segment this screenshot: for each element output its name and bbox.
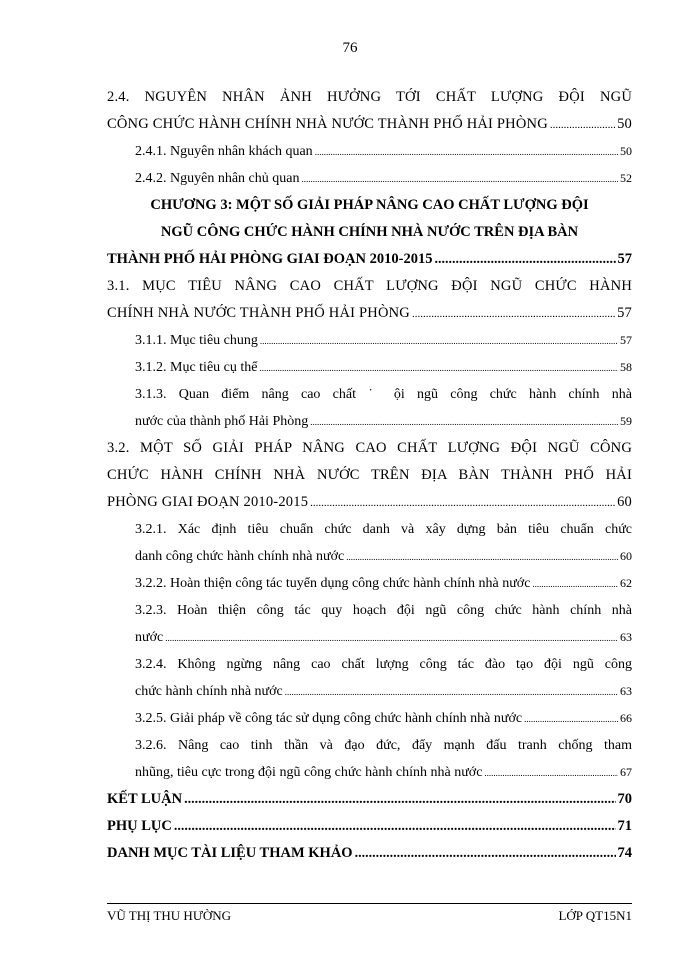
dot-leader xyxy=(532,570,618,598)
toc-page-number: 63 xyxy=(620,630,632,644)
toc-entry-line: PHÒNG GIAI ĐOẠN 2010-2015 xyxy=(107,494,309,510)
toc-entry-2-4[interactable] xyxy=(107,84,632,138)
dot-leader xyxy=(412,300,615,328)
dot-leader xyxy=(346,543,618,571)
toc-entry-label: 2.4.1. Nguyên nhân khách quan xyxy=(135,144,313,159)
toc-entry-line: CHÍNH NHÀ NƯỚC THÀNH PHỐ HẢI PHÒNG xyxy=(107,305,410,321)
dot-leader xyxy=(260,327,618,355)
toc-entry-conclusion[interactable] xyxy=(107,786,632,813)
toc-entry-2-4-2[interactable] xyxy=(107,165,632,192)
toc-entry-line: CHƯƠNG 3: MỘT SỐ GIẢI PHÁP NÂNG CAO CHẤT LƯỢNG ĐỘI xyxy=(150,197,589,213)
toc-entry-3-1-3[interactable] xyxy=(107,381,632,435)
toc-entry-line: 3.1. MỤC TIÊU NÂNG CAO CHẤT LƯỢNG ĐỘI NGŨ CHỨC HÀNH xyxy=(107,278,632,294)
dot-leader xyxy=(184,786,615,813)
toc-entry-3-2-4[interactable] xyxy=(107,651,632,705)
dot-leader xyxy=(174,813,616,840)
toc-page-number: 58 xyxy=(620,360,632,374)
toc-page-number: 57 xyxy=(620,333,632,347)
toc-entry-chapter-3[interactable] xyxy=(107,192,632,273)
toc-page-number: 71 xyxy=(617,818,632,834)
toc-entry-3-1-2[interactable] xyxy=(107,354,632,381)
toc-entry-line: 3.2.1. Xác định tiêu chuẩn chức danh và xây dựng bản tiêu chuẩn chức xyxy=(135,522,632,537)
dot-leader xyxy=(355,840,616,867)
page-footer xyxy=(107,908,632,924)
toc-page-number: 70 xyxy=(617,791,632,807)
toc-entry-line: NGŨ CÔNG CHỨC HÀNH CHÍNH NHÀ NƯỚC TRÊN ĐỊA BÀN xyxy=(160,224,579,240)
toc-entry-3-2-2[interactable] xyxy=(107,570,632,597)
toc-entry-label: PHỤ LỤC xyxy=(107,818,172,834)
toc-entry-line: nước của thành phố Hải Phòng xyxy=(135,414,309,429)
toc-entry-line: nước xyxy=(135,630,164,645)
toc-entry-label: KẾT LUẬN xyxy=(107,791,183,807)
toc-entry-3-2-3[interactable] xyxy=(107,597,632,651)
toc-entry-label: DANH MỤC TÀI LIỆU THAM KHẢO xyxy=(107,845,353,861)
toc-entry-label: 3.1.1. Mục tiêu chung xyxy=(135,333,258,348)
toc-entry-line: 3.2.3. Hoàn thiện công tác quy hoạch đội ngũ công chức hành chính nhà xyxy=(135,603,632,618)
toc-page-number: 60 xyxy=(617,494,632,510)
toc-entry-line: 3.2. MỘT SỐ GIẢI PHÁP NÂNG CAO CHẤT LƯỢNG ĐỘI NGŨ CÔNG xyxy=(107,440,632,456)
toc-entry-3-2-5[interactable] xyxy=(107,705,632,732)
toc-page-number: 57 xyxy=(617,305,632,321)
toc-page-number: 60 xyxy=(620,549,632,563)
toc-entry-line: 3.2.6. Nâng cao tinh thần và đạo đức, đẩy mạnh đấu tranh chống tham xyxy=(135,738,632,753)
toc-entry-label: 3.1.2. Mục tiêu cụ thể xyxy=(135,360,258,375)
toc-page-number: 59 xyxy=(620,414,632,428)
footer-divider xyxy=(107,903,632,904)
dot-leader xyxy=(310,408,618,436)
toc-page-number: 57 xyxy=(617,251,632,267)
dot-leader xyxy=(484,759,618,787)
dot-leader xyxy=(165,624,618,652)
toc-entry-label: 3.2.2. Hoàn thiện công tác tuyển dụng công chức hành chính nhà nước xyxy=(135,576,531,591)
dot-leader xyxy=(259,354,618,382)
toc-page-number: 66 xyxy=(620,711,632,725)
toc-page-number: 62 xyxy=(620,576,632,590)
dot-leader xyxy=(434,246,615,273)
page-number: 76 xyxy=(342,40,358,56)
toc-entry-line: 2.4. NGUYÊN NHÂN ẢNH HƯỞNG TỚI CHẤT LƯỢNG ĐỘI NGŨ xyxy=(107,89,632,105)
dot-leader xyxy=(285,678,618,706)
toc-page-number: 63 xyxy=(620,684,632,698)
toc-entry-label: 3.2.5. Giải pháp về công tác sử dụng công chức hành chính nhà nước xyxy=(135,711,523,726)
toc-entry-3-2-1[interactable] xyxy=(107,516,632,570)
toc-entry-line: chức hành chính nhà nước xyxy=(135,684,283,699)
footer-class: LỚP QT15N1 xyxy=(558,908,632,923)
toc-entry-line: nhũng, tiêu cực trong đội ngũ công chức hành chính nhà nước xyxy=(135,765,483,780)
toc-entry-appendix[interactable] xyxy=(107,813,632,840)
toc-page-number: 74 xyxy=(617,845,632,861)
footer-author: VŨ THỊ THU HƯỜNG xyxy=(107,908,232,923)
toc-entry-references[interactable] xyxy=(107,840,632,867)
toc-entry-3-2-6[interactable] xyxy=(107,732,632,786)
toc-entry-line: CÔNG CHỨC HÀNH CHÍNH NHÀ NƯỚC THÀNH PHỐ HẢI PHÒNG xyxy=(107,116,548,132)
toc-entry-line: 3.2.4. Không ngừng nâng cao chất lượng công tác đào tạo đội ngũ công xyxy=(135,657,632,672)
toc-entry-3-1[interactable] xyxy=(107,273,632,327)
toc-entry-2-4-1[interactable] xyxy=(107,138,632,165)
toc-entry-line: danh công chức hành chính nhà nước xyxy=(135,549,345,564)
dot-leader xyxy=(310,489,615,517)
dot-leader xyxy=(315,138,618,166)
toc-entry-3-1-1[interactable] xyxy=(107,327,632,354)
table-of-contents xyxy=(107,84,632,867)
toc-page-number: 52 xyxy=(620,171,632,185)
toc-entry-line: 3.1.3. Quan điểm nâng cao chất ˙ ội ngũ công chức hành chính nhà xyxy=(135,387,632,402)
toc-page-number: 67 xyxy=(620,765,632,779)
toc-entry-label: 2.4.2. Nguyên nhân chủ quan xyxy=(135,171,300,186)
toc-entry-line: CHỨC HÀNH CHÍNH NHÀ NƯỚC TRÊN ĐỊA BÀN THÀNH PHỐ HẢI xyxy=(107,467,632,483)
toc-entry-line: THÀNH PHỐ HẢI PHÒNG GIAI ĐOẠN 2010-2015 xyxy=(107,251,433,267)
dot-leader xyxy=(301,165,618,193)
toc-page-number: 50 xyxy=(620,144,632,158)
toc-entry-3-2[interactable] xyxy=(107,435,632,516)
dot-leader xyxy=(524,705,618,733)
dot-leader xyxy=(550,111,615,139)
toc-page-number: 50 xyxy=(617,116,632,132)
